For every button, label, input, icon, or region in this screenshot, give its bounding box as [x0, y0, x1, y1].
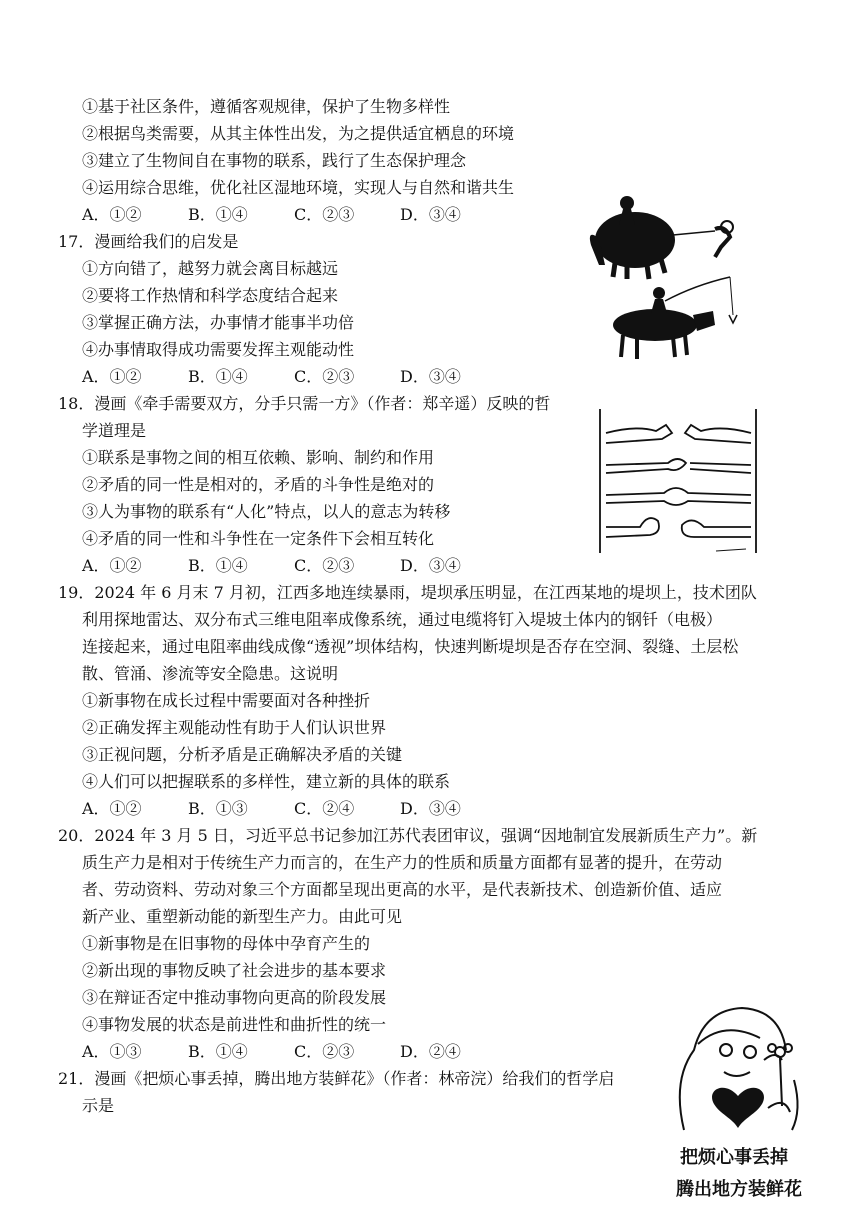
- bull-riding-cartoon: [575, 185, 755, 365]
- q20-item-4: ④事物发展的状态是前进性和曲折性的统一: [82, 1015, 387, 1034]
- q18-option-c: C．②③: [294, 556, 355, 575]
- q17-option-d: D．③④: [400, 367, 461, 386]
- q17-item-1: ①方向错了，越努力就会离目标越远: [82, 259, 339, 278]
- q17-options: [82, 367, 461, 387]
- q16-options: [82, 205, 461, 225]
- q16-item-1: ①基于社区条件，遵循客观规律，保护了生物多样性: [82, 97, 451, 116]
- q17-stem: 17．漫画给我们的启发是: [58, 232, 239, 251]
- q18-option-a: A．①②: [82, 556, 142, 575]
- q20-item-1: ①新事物是在旧事物的母体中孕育产生的: [82, 934, 371, 953]
- q18-option-b: B．①④: [188, 556, 248, 575]
- q16-item-3: ③建立了生物间自在事物的联系，践行了生态保护理念: [82, 151, 467, 170]
- q17-option-a: A．①②: [82, 367, 142, 386]
- cartoon-caption-line-2: 腾出地方装鲜花: [676, 1179, 802, 1200]
- q18-item-2: ②矛盾的同一性是相对的，矛盾的斗争性是绝对的: [82, 475, 435, 494]
- q18-option-d: D．③④: [400, 556, 461, 575]
- q20-item-2: ②新出现的事物反映了社会进步的基本要求: [82, 961, 387, 980]
- q20-options: [82, 1042, 461, 1062]
- q19-options: [82, 799, 461, 819]
- q16-option-d: D．③④: [400, 205, 461, 224]
- q17-option-b: B．①④: [188, 367, 248, 386]
- q18-item-3: ③人为事物的联系有“人化”特点，以人的意志为转移: [82, 502, 451, 521]
- q19-option-b: B．①③: [188, 799, 248, 818]
- q20-option-d: D．②④: [400, 1042, 461, 1061]
- q19-stem-4: 散、管涌、渗流等安全隐患。这说明: [82, 664, 339, 683]
- q20-item-3: ③在辩证否定中推动事物向更高的阶段发展: [82, 988, 387, 1007]
- q21-stem-2: 示是: [82, 1096, 115, 1115]
- hands-cartoon: [596, 403, 761, 558]
- q19-item-3: ③正视问题，分析矛盾是正确解决矛盾的关键: [82, 745, 403, 764]
- q19-option-a: A．①②: [82, 799, 142, 818]
- q19-item-4: ④人们可以把握联系的多样性，建立新的具体的联系: [82, 772, 451, 791]
- q20-option-c: C．②③: [294, 1042, 355, 1061]
- q19-item-2: ②正确发挥主观能动性有助于人们认识世界: [82, 718, 387, 737]
- q19-stem-3: 连接起来，通过电阻率曲线成像“透视”坝体结构，快速判断堤坝是否存在空洞、裂缝、土层松: [82, 637, 739, 656]
- q21-stem-1: 21．漫画《把烦心事丢掉，腾出地方装鲜花》（作者：林帝浣）给我们的哲学启: [58, 1069, 615, 1088]
- q19-stem-1: 19．2024 年 6 月末 7 月初，江西多地连续暴雨，堤坝承压明显，在江西某地的堤坝上，技术团队: [58, 583, 757, 602]
- q16-item-4: ④运用综合思维，优化社区湿地环境，实现人与自然和谐共生: [82, 178, 515, 197]
- q20-stem-1: 20．2024 年 3 月 5 日，习近平总书记参加江苏代表团审议，强调“因地制宜发展新质生产力”。新: [58, 826, 758, 845]
- heart-flower-cartoon: [664, 1000, 814, 1140]
- cartoon-caption-line-1: 把烦心事丢掉: [680, 1147, 788, 1168]
- q17-item-2: ②要将工作热情和科学态度结合起来: [82, 286, 339, 305]
- q20-stem-2: 质生产力是相对于传统生产力而言的，在生产力的性质和质量方面都有显著的提升，在劳动: [82, 853, 723, 872]
- q19-option-d: D．③④: [400, 799, 461, 818]
- q17-item-3: ③掌握正确方法，办事情才能事半功倍: [82, 313, 355, 332]
- q16-item-2: ②根据鸟类需要，从其主体性出发，为之提供适宜栖息的环境: [82, 124, 515, 143]
- q16-option-b: B．①④: [188, 205, 248, 224]
- q17-option-c: C．②③: [294, 367, 355, 386]
- q16-option-c: C．②③: [294, 205, 355, 224]
- q17-item-4: ④办事情取得成功需要发挥主观能动性: [82, 340, 355, 359]
- q16-option-a: A．①②: [82, 205, 142, 224]
- q18-item-4: ④矛盾的同一性和斗争性在一定条件下会相互转化: [82, 529, 435, 548]
- q20-stem-3: 者、劳动资料、劳动对象三个方面都呈现出更高的水平，是代表新技术、创造新价值、适应: [82, 880, 723, 899]
- q20-option-a: A．①③: [82, 1042, 142, 1061]
- q20-option-b: B．①④: [188, 1042, 248, 1061]
- q18-options: [82, 556, 461, 576]
- q19-option-c: C．②④: [294, 799, 355, 818]
- q19-stem-2: 利用探地雷达、双分布式三维电阻率成像系统，通过电缆将钉入堤坡土体内的钢钎（电极）: [82, 610, 723, 629]
- q18-stem-1: 18．漫画《牵手需要双方，分手只需一方》（作者：郑辛遥）反映的哲: [58, 394, 551, 413]
- q18-item-1: ①联系是事物之间的相互依赖、影响、制约和作用: [82, 448, 435, 467]
- q18-stem-2: 学道理是: [82, 421, 147, 440]
- q20-stem-4: 新产业、重塑新动能的新型生产力。由此可见: [82, 907, 403, 926]
- q19-item-1: ①新事物在成长过程中需要面对各种挫折: [82, 691, 371, 710]
